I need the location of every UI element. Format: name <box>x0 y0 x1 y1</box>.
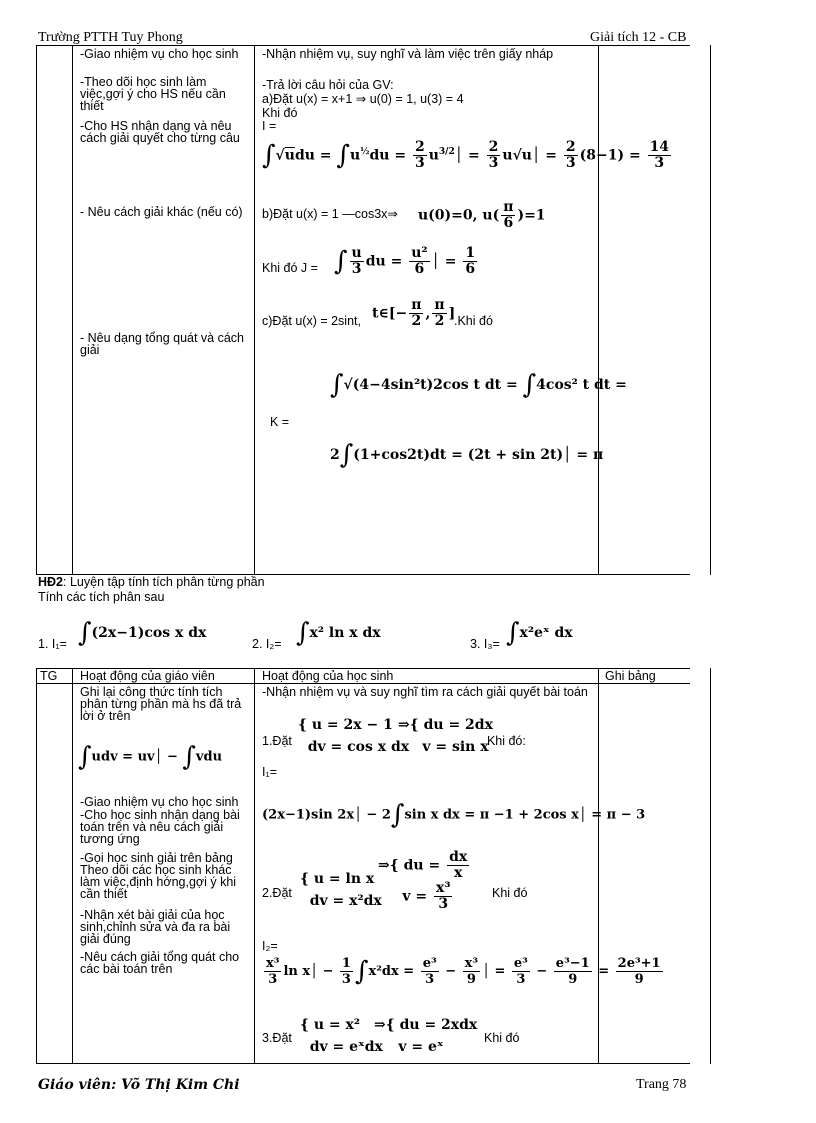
t2-student-i1: I₁= <box>262 765 277 779</box>
parts-formula: ∫udv = uv│ − ∫vdu <box>78 742 223 772</box>
math-integral-K-line1: ∫√(4−4sin²t)2cos t dt = ∫4cos² t dt = <box>330 370 627 400</box>
math-sub-1-result: ⇒{ du = 2dx v = sin x <box>398 717 493 755</box>
table2-divider-2 <box>254 668 255 1064</box>
hd2-subtitle: Tính các tích phân sau <box>38 590 165 604</box>
t1-student-khi-do: Khi đó <box>262 106 298 120</box>
t2-teacher-item-3: -Gọi học sinh giải trên bảng Theo dõi các học sinh khác làm việc,định hớng,gợi ý khi cần thiết <box>80 851 237 901</box>
table1-right-border <box>710 45 711 575</box>
table2-right-border <box>710 668 711 1064</box>
t2-student-s2-tail: Khi đó <box>492 886 528 900</box>
t2-teacher-item-1: -Giao nhiệm vụ cho học sinh <box>80 795 239 809</box>
t2-student-i2: I₂= <box>262 939 278 953</box>
t2-teacher-item-4: -Nhận xét bài giải của học sinh,chỉnh sửa và đa ra bài giải đúng <box>80 908 231 946</box>
footer-teacher: Giáo viên: Võ Thị Kim Chi <box>38 1077 240 1093</box>
table2-divider-3 <box>598 668 599 1064</box>
t1-student-k-eq: K = <box>270 415 290 429</box>
table1-divider-2 <box>254 45 255 575</box>
table1-left-border <box>36 45 37 575</box>
problem-2-integral: ∫x² ln x dx <box>296 618 381 648</box>
math-sub-3: { u = x² dv = eˣdx <box>300 1017 383 1055</box>
t2-student-s3-tail: Khi đó <box>484 1031 520 1045</box>
t2-student-line1: -Nhận nhiệm vụ và suy nghĩ tìm ra cách giải quyết bài toán <box>262 685 588 699</box>
t1-student-b-intro: b)Đặt u(x) = 1 —cos3x⇒ <box>262 207 398 221</box>
math-integral-K-line2: 2∫(1+cos2t)dt = (2t + sin 2t)│ = π <box>330 440 604 470</box>
math-c-interval: t∈[− $\frac{\pi}{2}$ , $\frac{\pi}{2}$ ] <box>372 297 456 329</box>
t1-student-i-eq: I = <box>262 119 277 133</box>
table1-divider-3 <box>598 45 599 575</box>
table2-header-border <box>36 683 690 684</box>
school-name: Trường PTTH Tuy Phong <box>38 30 183 45</box>
t2-teacher-intro: Ghi lại công thức tính tích phân từng phần mà hs đã trả lời ở trên <box>80 685 242 723</box>
t2-student-s1-tail: . Khi đó: <box>480 734 526 748</box>
t1-student-c-intro: c)Đặt u(x) = 2sint, <box>262 314 361 328</box>
math-integral-J: ∫ $\frac{u}{3}$ du = $\frac{\text{u²}}{6}$ │ = $\frac{1}{6}$ <box>334 245 476 277</box>
t2-student-s3: 3.Đặt <box>262 1031 292 1045</box>
problem-3-integral: ∫x²eˣ dx <box>506 618 573 648</box>
t1-student-c-tail: .Khi đó <box>454 314 493 328</box>
math-sub-1: { u = 2x − 1 dv = cos x dx <box>298 717 410 755</box>
t2-student-s1: 1.Đặt <box>262 734 292 748</box>
problem-3-label: 3. I₃= <box>470 637 500 651</box>
math-b-values: u(0)=0, u( $\frac{\pi}{6}$ )=1 <box>418 199 546 231</box>
table2-left-border <box>36 668 37 1064</box>
header-tg: TG <box>40 669 58 683</box>
problem-1-label: 1. I₁= <box>38 637 67 651</box>
t1-teacher-item-2: -Theo dõi học sinh làm việc,gợi ý cho HS nếu cần thiết <box>80 75 226 113</box>
t1-teacher-item-3: -Cho HS nhận dạng và nêu cách giải quyết cho từng câu <box>80 119 240 145</box>
header-teacher: Hoạt động của giáo viên <box>80 669 215 683</box>
subject-name: Giải tích 12 - CB <box>590 30 687 45</box>
header-student: Hoạt động của học sinh <box>262 669 394 683</box>
t1-student-a-intro: a)Đặt u(x) = x+1 ⇒ u(0) = 1, u(3) = 4 <box>262 92 464 106</box>
t1-student-line1: -Nhận nhiệm vụ, suy nghĩ và làm việc trên giấy nháp <box>262 47 554 61</box>
t1-teacher-item-5: - Nêu dạng tổng quát và cách giải <box>80 331 245 357</box>
math-sub-2-result: ⇒{ du = $\frac{dx}{x}$ v = $\frac{\text{x³}}{3}$ <box>378 849 468 912</box>
footer-page: Trang 78 <box>636 1077 687 1092</box>
math-integral-I2: $\frac{\text{x³}}{3}$ ln x│ − $\frac{1}{3}$ ∫x²dx = $\frac{\text{e³}}{3}$ − $\frac{\text{x³}}{9}$ │ = $\frac{\text{e³}}{3}$ − $\frac{\text{e³−1}}{9}$ = $\frac{\text{2e³+1}}{9}$ <box>266 956 661 987</box>
t1-student-line2: -Trả lời câu hỏi của GV: <box>262 78 394 92</box>
math-integral-I1: (2x−1)sin 2x│ − 2∫sin x dx = π −1 + 2cos x│ = π − 3 <box>262 800 646 830</box>
t1-teacher-item-1: -Giao nhiệm vụ cho học sinh <box>80 47 239 61</box>
hd2-title: HĐ2: Luyện tập tính tích phân từng phần <box>38 575 265 589</box>
t2-teacher-item-5: -Nêu cách giải tổng quát cho các bài toán trên <box>80 950 240 976</box>
table2-bottom-border <box>36 1063 690 1064</box>
t1-student-b-khi-do: Khi đó J = <box>262 261 318 275</box>
table1-divider-1 <box>72 45 73 575</box>
problem-1-integral: ∫(2x−1)cos x dx <box>78 618 207 648</box>
table2-divider-1 <box>72 668 73 1064</box>
header-board: Ghi bảng <box>605 669 656 683</box>
problem-2-label: 2. I₂= <box>252 637 282 651</box>
math-integral-I: $\int√udu = \int u^{\frac{1}{2}}du$ = $\frac{2}{3}$ $u^{3/2}│$ = $\frac{2}{3}$ u√u│ = $\frac{2}{3}$ (8−1) = $\frac{14}{3}$ <box>262 139 670 171</box>
math-sub-3-result: ⇒{ du = 2xdx v = eˣ <box>374 1017 478 1055</box>
t2-student-s2: 2.Đặt <box>262 886 292 900</box>
math-sub-2: { u = ln x dv = x²dx <box>300 871 382 909</box>
t2-teacher-item-2: -Cho học sinh nhận dạng bài toán trên và nêu cách giải tương ứng <box>80 808 240 846</box>
t1-teacher-item-4: - Nêu cách giải khác (nếu có) <box>80 205 243 219</box>
table1-top-border <box>36 45 690 46</box>
